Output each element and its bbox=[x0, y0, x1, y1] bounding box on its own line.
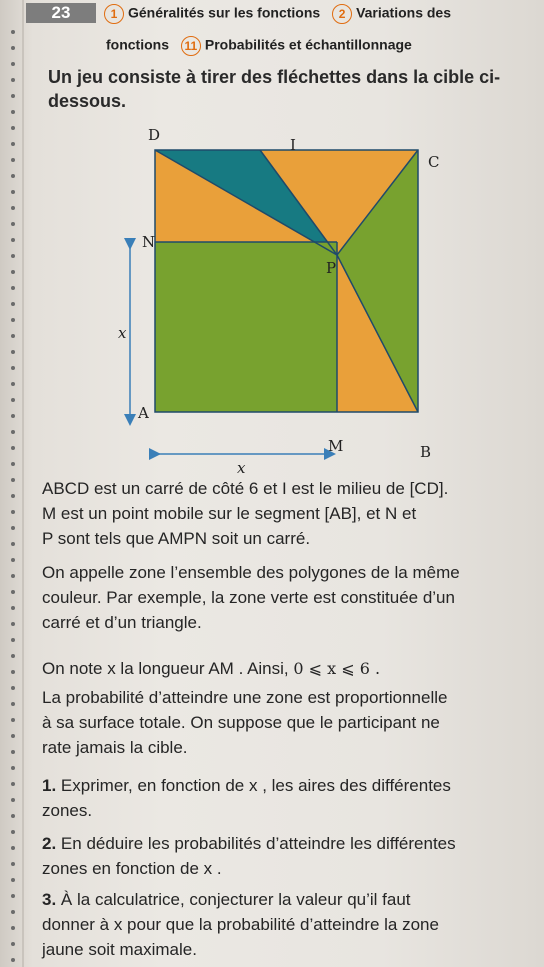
tag-label-2: Variations des bbox=[356, 4, 451, 21]
question-2 bbox=[42, 831, 537, 881]
margin-dot bbox=[11, 494, 15, 498]
paragraph-text: On note x la longueur AM . Ainsi, bbox=[42, 659, 289, 678]
margin-dot bbox=[11, 910, 15, 914]
label-P: P bbox=[326, 259, 337, 277]
margin-dot bbox=[11, 190, 15, 194]
header-tags-line2 bbox=[106, 36, 412, 56]
margin-dot bbox=[11, 526, 15, 530]
margin-dot bbox=[11, 110, 15, 114]
question-text: zones. bbox=[42, 801, 93, 820]
margin-dot bbox=[11, 238, 15, 242]
margin-dot bbox=[11, 622, 15, 626]
question-3 bbox=[42, 887, 537, 962]
paragraph-zones bbox=[42, 560, 532, 635]
margin-dots bbox=[8, 0, 18, 967]
label-x-bottom: x bbox=[237, 459, 246, 477]
header-tags-line1 bbox=[100, 4, 451, 24]
margin-dot bbox=[11, 382, 15, 386]
target-figure bbox=[100, 120, 440, 480]
tag-number-2: 2 bbox=[332, 4, 352, 24]
margin-dot bbox=[11, 830, 15, 834]
label-x-left: x bbox=[118, 324, 127, 342]
margin-dot bbox=[11, 878, 15, 882]
question-text: À la calculatrice, conjecturer la valeur qu’il faut bbox=[60, 890, 411, 909]
margin-dot bbox=[11, 574, 15, 578]
tag-number-3: 11 bbox=[181, 36, 201, 56]
label-A: A bbox=[138, 404, 149, 422]
margin-dot bbox=[11, 78, 15, 82]
margin-dot bbox=[11, 606, 15, 610]
margin-dot bbox=[11, 286, 15, 290]
tag-label-2-cont: fonctions bbox=[106, 36, 169, 53]
margin-dot bbox=[11, 558, 15, 562]
paragraph-line: couleur. Par exemple, la zone verte est constituée d’un bbox=[42, 588, 455, 607]
margin-dot bbox=[11, 718, 15, 722]
margin-dot bbox=[11, 510, 15, 514]
question-text: En déduire les probabilités d’atteindre les différentes bbox=[60, 834, 456, 853]
margin-dot bbox=[11, 686, 15, 690]
square-green-AMPN bbox=[155, 242, 337, 412]
question-1 bbox=[42, 773, 537, 823]
tag-label-1: Généralités sur les fonctions bbox=[128, 4, 321, 21]
label-N: N bbox=[142, 233, 156, 251]
margin-dot bbox=[11, 350, 15, 354]
question-number: 2. bbox=[42, 834, 57, 853]
margin-dot bbox=[11, 94, 15, 98]
margin-dot bbox=[11, 318, 15, 322]
margin-dot bbox=[11, 782, 15, 786]
margin-dot bbox=[11, 174, 15, 178]
margin-dot bbox=[11, 462, 15, 466]
margin-dot bbox=[11, 814, 15, 818]
tag-number-1: 1 bbox=[104, 4, 124, 24]
margin-dot bbox=[11, 30, 15, 34]
margin-dot bbox=[11, 926, 15, 930]
question-text: jaune soit maximale. bbox=[42, 940, 197, 959]
margin-dot bbox=[11, 590, 15, 594]
margin-dot bbox=[11, 798, 15, 802]
question-number: 1. bbox=[42, 776, 57, 795]
paragraph-line: ABCD est un carré de côté 6 et I est le milieu de [CD]. bbox=[42, 479, 449, 498]
margin-dot bbox=[11, 862, 15, 866]
margin-dot bbox=[11, 62, 15, 66]
margin-dot bbox=[11, 302, 15, 306]
margin-dot bbox=[11, 366, 15, 370]
question-text: donner à x pour que la probabilité d’atteindre la zone bbox=[42, 915, 439, 934]
exercise-intro: Un jeu consiste à tirer des fléchettes dans la cible ci-dessous. bbox=[48, 67, 501, 111]
paragraph-line: rate jamais la cible. bbox=[42, 738, 188, 757]
margin-dot bbox=[11, 142, 15, 146]
margin-dot bbox=[11, 702, 15, 706]
margin-dot bbox=[11, 334, 15, 338]
label-D: D bbox=[148, 126, 161, 144]
label-B: B bbox=[420, 443, 432, 461]
margin-dot bbox=[11, 126, 15, 130]
margin-dot bbox=[11, 254, 15, 258]
paragraph-probability bbox=[42, 685, 532, 760]
paragraph-line: P sont tels que AMPN soit un carré. bbox=[42, 529, 311, 548]
question-number: 3. bbox=[42, 890, 57, 909]
paragraph-line: à sa surface totale. On suppose que le participant ne bbox=[42, 713, 440, 732]
tag-label-3: Probabilités et échantillonnage bbox=[204, 36, 412, 53]
margin-dot bbox=[11, 750, 15, 754]
question-text: zones en fonction de x . bbox=[42, 859, 222, 878]
margin-dot bbox=[11, 766, 15, 770]
paragraph-notation bbox=[42, 656, 532, 681]
paragraph-line: On appelle zone l’ensemble des polygones de la même bbox=[42, 563, 460, 582]
paragraph-line: carré et d’un triangle. bbox=[42, 613, 202, 632]
margin-dot bbox=[11, 46, 15, 50]
paragraph-definition bbox=[42, 476, 532, 551]
margin-dot bbox=[11, 446, 15, 450]
page-margin-line bbox=[22, 0, 24, 967]
margin-dot bbox=[11, 478, 15, 482]
margin-dot bbox=[11, 158, 15, 162]
margin-dot bbox=[11, 654, 15, 658]
margin-dot bbox=[11, 894, 15, 898]
label-I: I bbox=[290, 136, 296, 154]
exercise-number: 23 bbox=[26, 3, 96, 23]
margin-dot bbox=[11, 222, 15, 226]
margin-dot bbox=[11, 670, 15, 674]
margin-dot bbox=[11, 206, 15, 210]
label-C: C bbox=[428, 153, 440, 171]
margin-dot bbox=[11, 638, 15, 642]
question-text: Exprimer, en fonction de x , les aires des différentes bbox=[60, 776, 451, 795]
margin-dot bbox=[11, 958, 15, 962]
margin-dot bbox=[11, 398, 15, 402]
paragraph-line: La probabilité d’atteindre une zone est proportionnelle bbox=[42, 688, 448, 707]
margin-dot bbox=[11, 270, 15, 274]
margin-dot bbox=[11, 430, 15, 434]
label-M: M bbox=[328, 437, 344, 455]
margin-dot bbox=[11, 414, 15, 418]
margin-dot bbox=[11, 542, 15, 546]
margin-dot bbox=[11, 734, 15, 738]
inequality: 0 ⩽ x ⩽ 6 . bbox=[293, 659, 381, 678]
margin-dot bbox=[11, 942, 15, 946]
margin-dot bbox=[11, 846, 15, 850]
paragraph-line: M est un point mobile sur le segment [AB], et N et bbox=[42, 504, 417, 523]
